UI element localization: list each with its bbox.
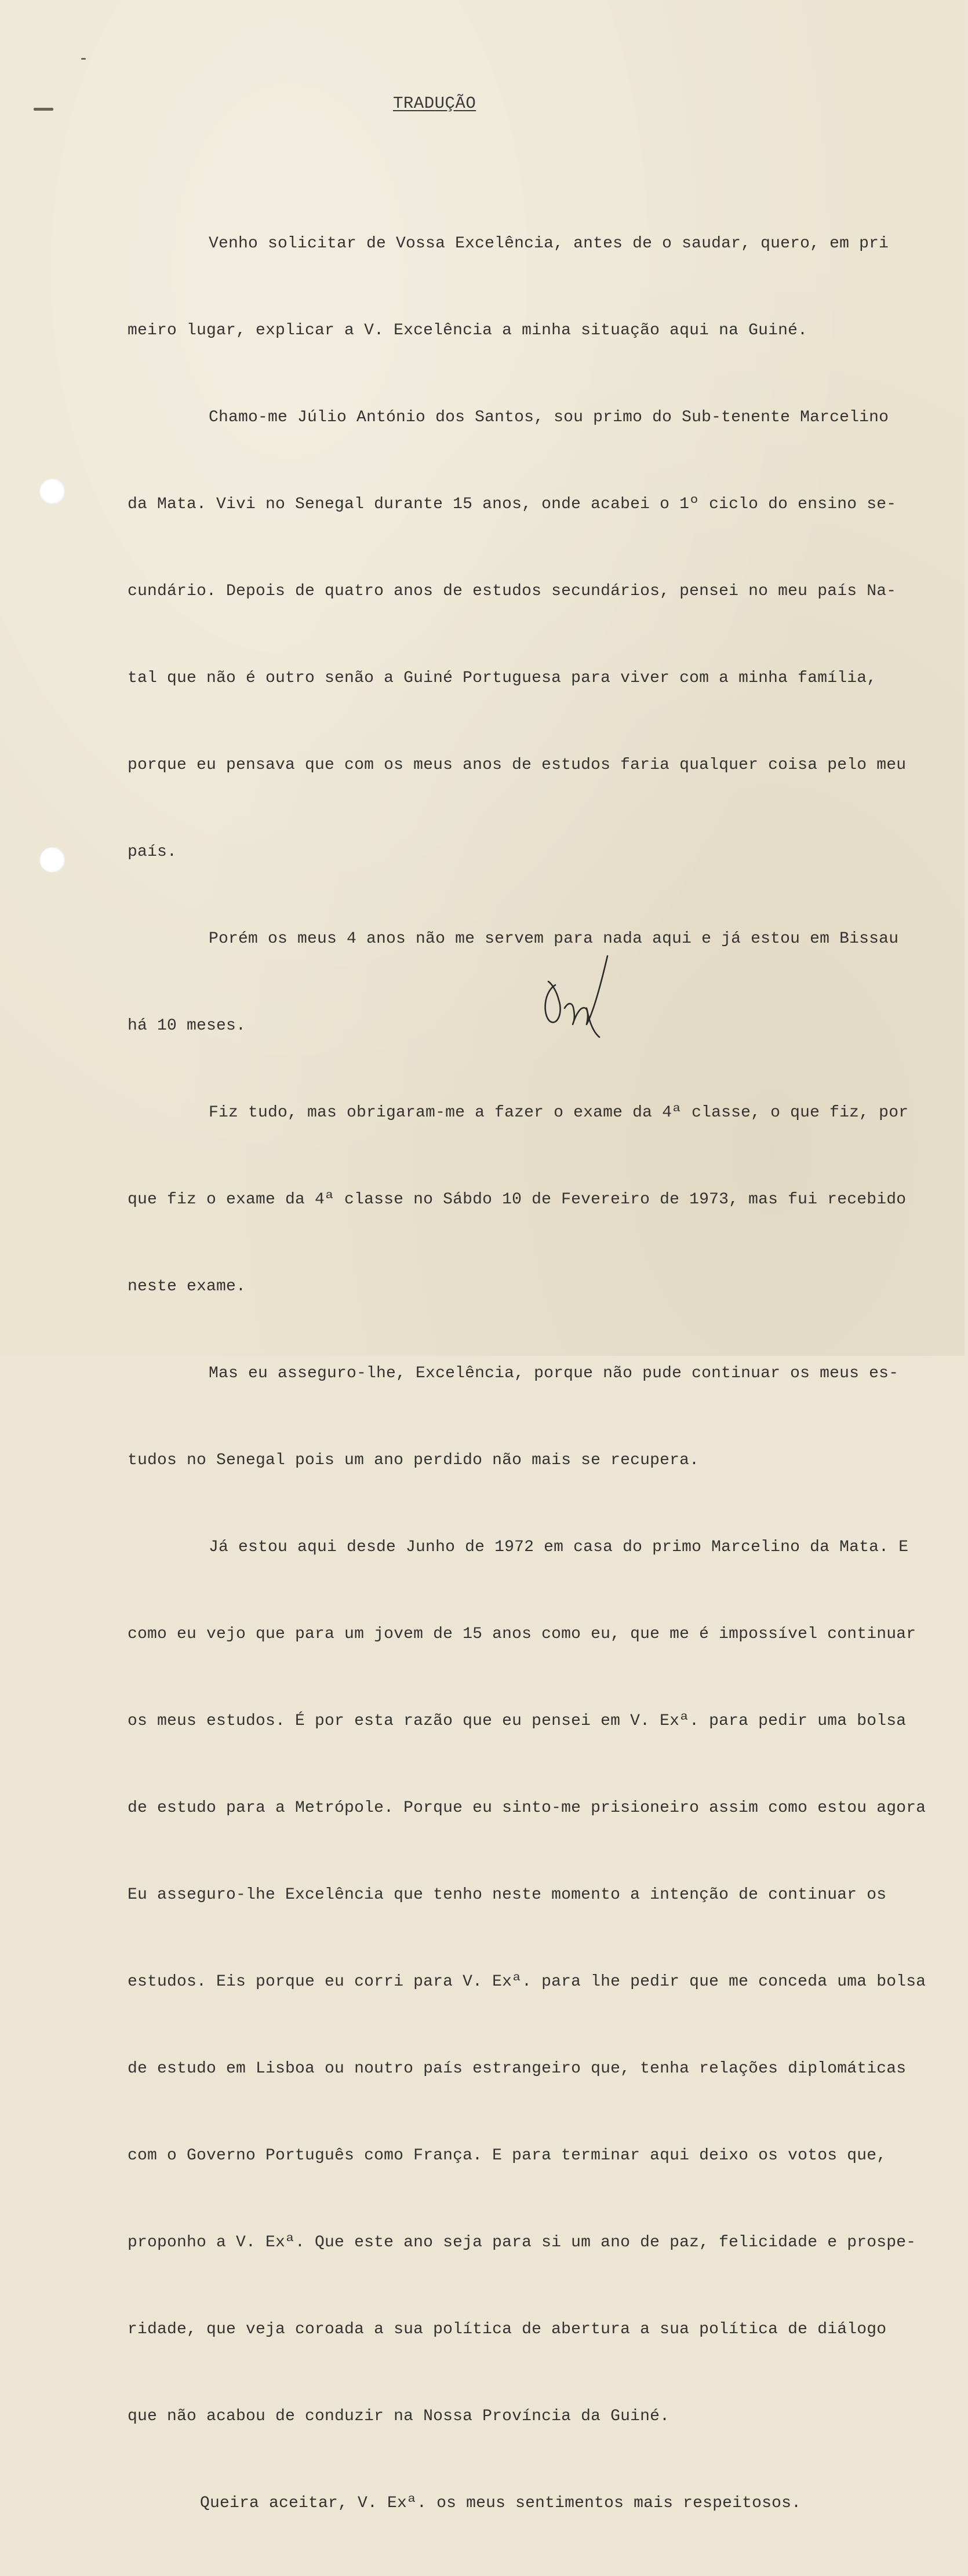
handwritten-signature	[539, 950, 632, 1043]
text-line: Venho solicitar de Vossa Excelência, antes de o saudar, quero, em pri	[209, 235, 889, 253]
text-line: há 10 meses.	[128, 1017, 246, 1035]
text-line: Mas eu asseguro-lhe, Excelência, porque não pude continuar os meus es-	[209, 1364, 899, 1382]
text-line: neste exame.	[128, 1278, 246, 1296]
text-line: tudos no Senegal pois um ano perdido não mais se recupera.	[128, 1451, 700, 1469]
text-line: tal que não é outro senão a Guiné Portuguesa para viver com a minha família,	[128, 669, 877, 687]
letter-body	[128, 172, 968, 2576]
punch-hole-bottom	[39, 847, 65, 873]
text-line: com o Governo Português como França. E para terminar aqui deixo os votos que,	[128, 2147, 887, 2165]
document-title: TRADUÇÃO	[393, 94, 476, 113]
text-line: estudos. Eis porque eu corri para V. Exª. para lhe pedir que me conceda uma bolsa	[128, 1973, 926, 1991]
punch-hole-top	[39, 479, 65, 504]
text-line: os meus estudos. É por esta razão que eu pensei em V. Exª. para pedir uma bolsa	[128, 1712, 907, 1730]
ink-mark	[34, 108, 53, 111]
text-line: país.	[128, 843, 177, 861]
text-line: Queira aceitar, V. Exª. os meus sentimentos mais respeitosos.	[200, 2494, 802, 2512]
text-line: cundário. Depois de quatro anos de estudos secundários, pensei no meu país Na-	[128, 582, 897, 600]
text-line: que não acabou de conduzir na Nossa Província da Guiné.	[128, 2407, 670, 2425]
text-line: Porém os meus 4 anos não me servem para nada aqui e já estou em Bissau	[209, 930, 899, 948]
text-line: Já estou aqui desde Junho de 1972 em casa do primo Marcelino da Mata. E	[209, 1538, 909, 1556]
text-line: Eu asseguro-lhe Excelência que tenho neste momento a intenção de continuar os	[128, 1886, 887, 1904]
text-line: ridade, que veja coroada a sua política de abertura a sua política de diálogo	[128, 2320, 887, 2338]
text-line: Chamo-me Júlio António dos Santos, sou primo do Sub-tenente Marcelino	[209, 408, 889, 426]
text-line: Fiz tudo, mas obrigaram-me a fazer o exame da 4ª classe, o que fiz, por	[209, 1104, 909, 1122]
text-line: porque eu pensava que com os meus anos de estudos faria qualquer coisa pelo meu	[128, 756, 907, 774]
text-line: da Mata. Vivi no Senegal durante 15 anos, onde acabei o 1º ciclo do ensino se-	[128, 495, 897, 513]
text-line: como eu vejo que para um jovem de 15 anos como eu, que me é impossível continuar	[128, 1625, 916, 1643]
ink-mark	[81, 58, 86, 60]
text-line: de estudo em Lisboa ou noutro país estrangeiro que, tenha relações diplomáticas	[128, 2060, 907, 2078]
text-line: que fiz o exame da 4ª classe no Sábdo 10 de Fevereiro de 1973, mas fui recebido	[128, 1191, 907, 1209]
text-line: meiro lugar, explicar a V. Excelência a minha situação aqui na Guiné.	[128, 322, 808, 340]
text-line: proponho a V. Exª. Que este ano seja para si um ano de paz, felicidade e prospe-	[128, 2234, 916, 2252]
text-line: de estudo para a Metrópole. Porque eu sinto-me prisioneiro assim como estou agora	[128, 1799, 926, 1817]
